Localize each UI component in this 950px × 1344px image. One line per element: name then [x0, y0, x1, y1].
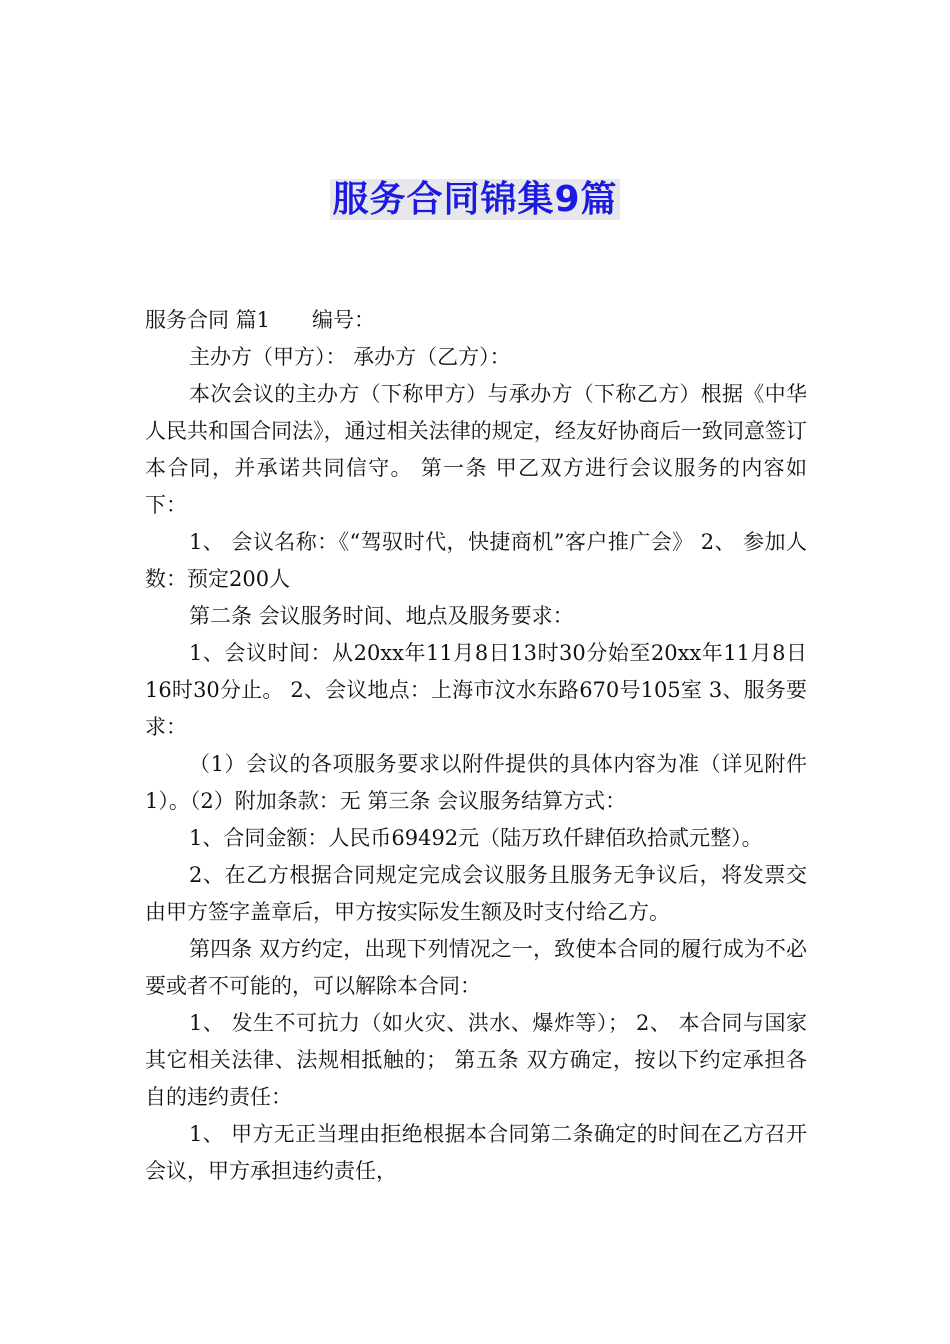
paragraph: 第四条 双方约定，出现下列情况之一，致使本合同的履行成为不必要或者不可能的，可以解除本合同： [145, 937, 807, 998]
paragraph: 1、 发生不可抗力（如火灾、洪水、爆炸等）； 2、 本合同与国家其它相关法律、法规相抵触的； 第五条 双方确定，按以下约定承担各自的违约责任： [145, 1011, 807, 1109]
paragraph: 第二条 会议服务时间、地点及服务要求： [189, 604, 574, 628]
paragraph: 本次会议的主办方（下称甲方）与承办方（下称乙方）根据《中华人民共和国合同法》，通过相关法律的规定，经友好协商后一致同意签订本合同，并承诺共同信守。 第一条 甲乙双方进行会议服务的内容如下： [145, 382, 807, 517]
paragraph: 1、合同金额：人民币69492元（陆万玖仟肆佰玖拾贰元整）。 [189, 826, 763, 850]
document-body [145, 302, 807, 1190]
document-title-text: 服务合同锦集9篇 [332, 179, 618, 220]
paragraph: 2、在乙方根据合同规定完成会议服务且服务无争议后，将发票交由甲方签字盖章后，甲方按实际发生额及时支付给乙方。 [145, 863, 807, 924]
paragraph: 1、 会议名称：《“驾驭时代，快捷商机”客户推广会》 2、 参加人数：预定200人 [145, 530, 807, 591]
paragraph: 1、 甲方无正当理由拒绝根据本合同第二条确定的时间在乙方召开会议，甲方承担违约责任， [145, 1122, 807, 1183]
document-title [0, 174, 950, 226]
paragraph: （1）会议的各项服务要求以附件提供的具体内容为准（详见附件1）。（2）附加条款：无 第三条 会议服务结算方式： [145, 752, 807, 813]
paragraph: 主办方（甲方）： 承办方（乙方）： [189, 345, 511, 369]
paragraph: 1、会议时间：从20xx年11月8日13时30分始至20xx年11月8日16时30分止。 2、会议地点：上海市汶水东路670号105室 3、服务要求： [145, 641, 807, 739]
paragraph: 服务合同 篇1 编号： [145, 308, 376, 332]
